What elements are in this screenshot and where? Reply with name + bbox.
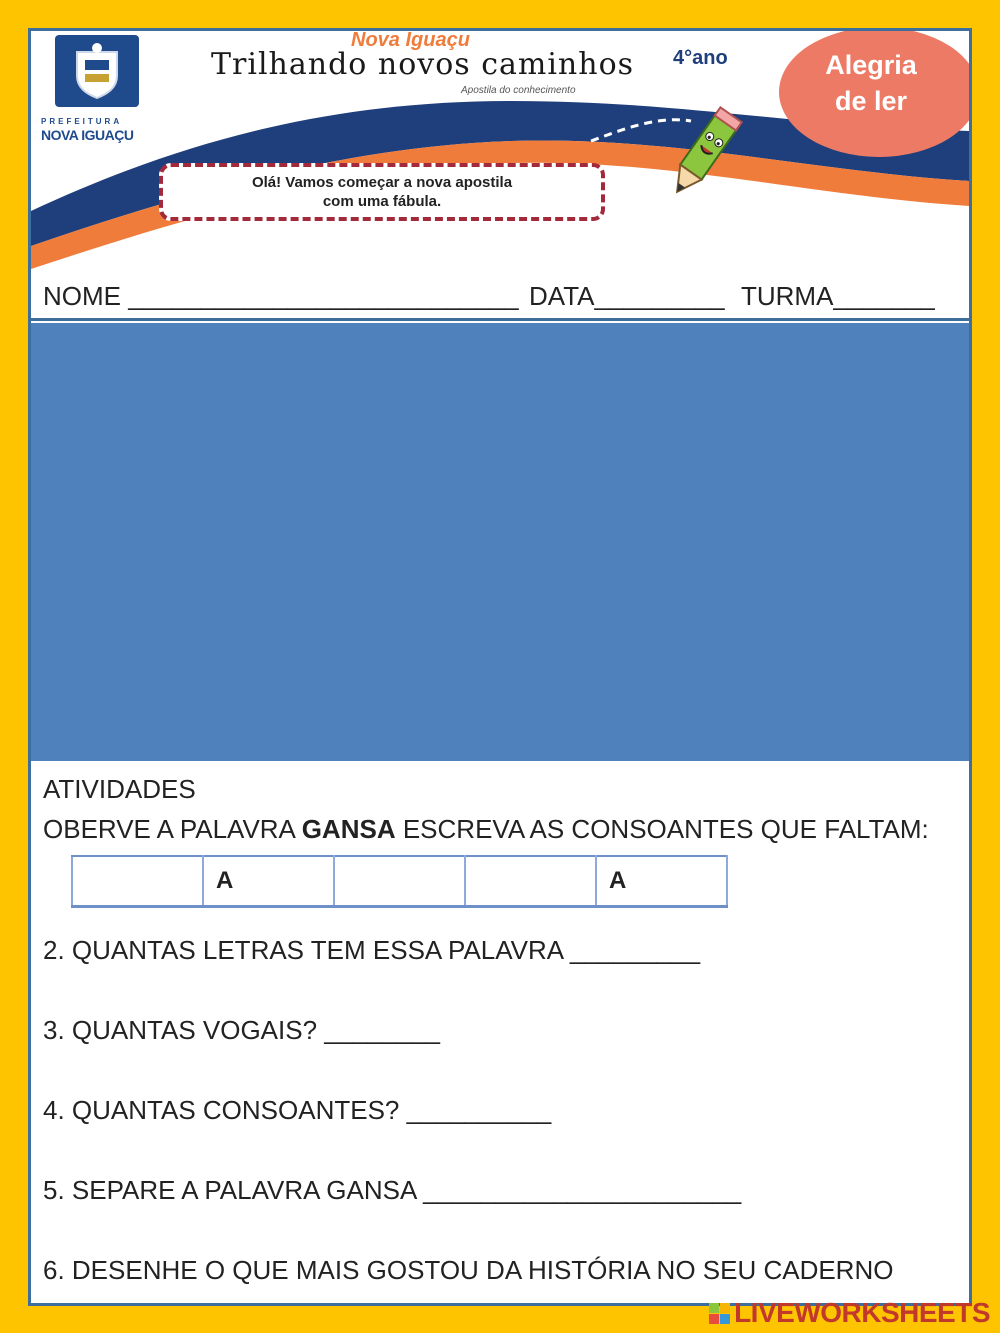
joy-line-1: Alegria [825, 50, 917, 80]
activities-heading: ATIVIDADES [43, 774, 196, 804]
pencil-mascot-icon [651, 101, 751, 211]
grade-label: 4°ano [673, 47, 728, 69]
worksheet-page [28, 28, 972, 1306]
letter-box-2: A [203, 856, 334, 906]
crest-icon [67, 42, 127, 100]
letter-box-5: A [596, 856, 727, 906]
date-field[interactable]: DATA_________ [529, 281, 725, 311]
question-3[interactable]: 3. QUANTAS VOGAIS? ________ [43, 1015, 440, 1045]
question-4[interactable]: 4. QUANTAS CONSOANTES? __________ [43, 1095, 552, 1125]
liveworksheets-watermark [709, 1297, 990, 1329]
greeting-bubble [159, 163, 605, 221]
question-1-word: GANSA [301, 814, 396, 844]
watermark-text: LIVEWORKSHEETS [734, 1297, 990, 1328]
student-info-row [31, 271, 969, 321]
class-field[interactable]: TURMA_______ [741, 281, 935, 311]
program-city: Nova Iguaçu [351, 31, 470, 51]
question-1 [43, 814, 929, 845]
greeting-line-1: Olá! Vamos começar a nova apostila [251, 174, 513, 191]
program-title: Trilhando novos caminhos [211, 47, 635, 82]
joy-line-2: de ler [834, 86, 908, 116]
letter-box-1[interactable] [72, 856, 203, 906]
question-6: 6. DESENHE O QUE MAIS GOSTOU DA HISTÓRIA NO SEU CADERNO [43, 1255, 894, 1285]
city-name: NOVA IGUAÇU [41, 127, 134, 143]
story-picture-area [31, 323, 969, 761]
question-2[interactable]: 2. QUANTAS LETRAS TEM ESSA PALAVRA _________ [43, 935, 701, 965]
question-1-prefix: OBERVE A PALAVRA [43, 814, 302, 844]
program-subtitle: Apostila do conhecimento [461, 85, 576, 96]
greeting-line-2: com uma fábula. [322, 193, 442, 210]
letter-boxes-table [71, 855, 728, 908]
name-field[interactable]: NOME ___________________________ [43, 281, 519, 311]
city-crest-logo [55, 35, 139, 107]
liveworksheets-logo-icon [709, 1303, 730, 1324]
question-1-suffix: ESCREVA AS CONSOANTES QUE FALTAM: [395, 814, 929, 844]
joy-badge-text [796, 47, 946, 119]
header-banner [31, 31, 969, 269]
prefeitura-label: PREFEITURA [41, 117, 123, 126]
letter-box-4[interactable] [465, 856, 596, 906]
question-5[interactable]: 5. SEPARE A PALAVRA GANSA ______________________ [43, 1175, 742, 1205]
letter-box-3[interactable] [334, 856, 465, 906]
